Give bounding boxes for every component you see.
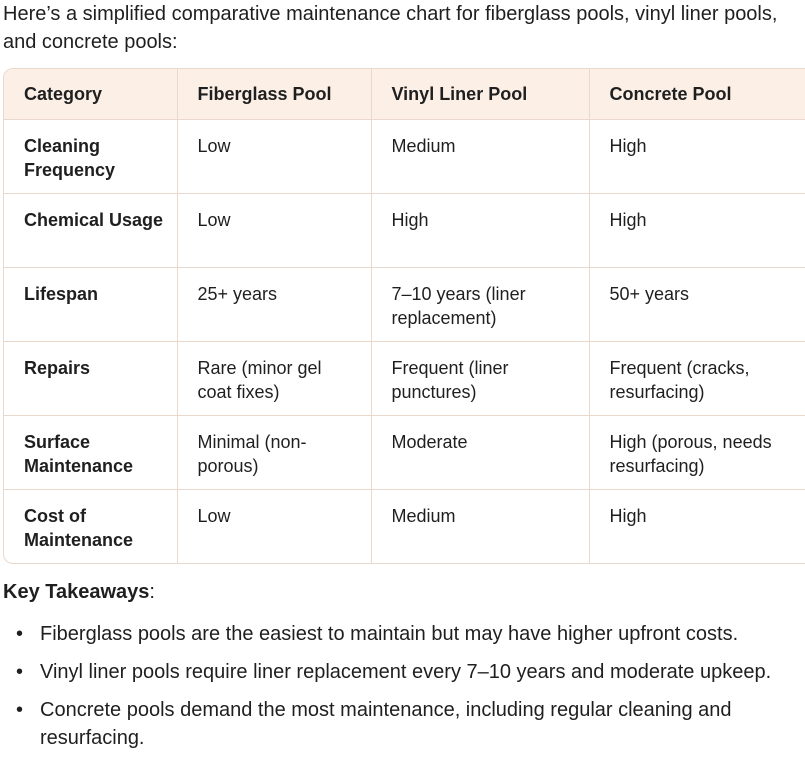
table-row xyxy=(4,119,805,193)
list-item-text: Fiberglass pools are the easiest to maintain but may have higher upfront costs. xyxy=(40,623,739,645)
list-item xyxy=(0,658,805,686)
concrete-cell: High xyxy=(589,193,805,267)
header-fiberglass: Fiberglass Pool xyxy=(177,69,371,119)
row-category-cell: Lifespan xyxy=(4,267,177,341)
table-row xyxy=(4,341,805,415)
table-header-row xyxy=(4,69,805,119)
table-row xyxy=(4,489,805,563)
fiberglass-cell: Rare (minor gel coat fixes) xyxy=(177,341,371,415)
row-category-cell: Repairs xyxy=(4,341,177,415)
row-category-cell: Surface Maintenance xyxy=(4,415,177,489)
header-concrete: Concrete Pool xyxy=(589,69,805,119)
table-row xyxy=(4,193,805,267)
fiberglass-cell: Minimal (non-porous) xyxy=(177,415,371,489)
fiberglass-cell: Low xyxy=(177,119,371,193)
list-item-text: Vinyl liner pools require liner replacement every 7–10 years and moderate upkeep. xyxy=(40,661,772,683)
bullet-icon: • xyxy=(16,699,24,721)
table-row xyxy=(4,415,805,489)
vinyl-liner-cell: High xyxy=(371,193,589,267)
vinyl-liner-cell: Frequent (liner punctures) xyxy=(371,341,589,415)
maintenance-comparison-table xyxy=(4,69,805,563)
concrete-cell: High xyxy=(589,489,805,563)
table-row xyxy=(4,267,805,341)
key-takeaways-label: Key Takeaways xyxy=(3,581,150,603)
fiberglass-cell: 25+ years xyxy=(177,267,371,341)
row-category-cell: Cleaning Frequency xyxy=(24,135,116,180)
intro-paragraph: Here’s a simplified comparative maintenance chart for fiberglass pools, vinyl liner pools, and concrete pools: xyxy=(3,3,778,53)
concrete-cell: High (porous, needs resurfacing) xyxy=(589,415,805,489)
key-takeaways-list xyxy=(0,620,805,762)
concrete-cell: High xyxy=(589,119,805,193)
fiberglass-cell: Low xyxy=(177,489,371,563)
concrete-cell: Frequent (cracks, resurfacing) xyxy=(589,341,805,415)
concrete-cell: 50+ years xyxy=(589,267,805,341)
bullet-icon: • xyxy=(16,661,24,683)
vinyl-liner-cell: Medium xyxy=(371,489,589,563)
key-takeaways-colon: : xyxy=(149,581,155,603)
list-item xyxy=(0,620,805,648)
vinyl-liner-cell: Medium xyxy=(371,119,589,193)
bullet-icon: • xyxy=(16,623,24,645)
vinyl-liner-cell: 7–10 years (liner replacement) xyxy=(371,267,589,341)
row-category-cell: Chemical Usage xyxy=(4,193,177,267)
list-item xyxy=(0,696,805,752)
header-vinyl-liner: Vinyl Liner Pool xyxy=(371,69,589,119)
fiberglass-cell: Low xyxy=(177,193,371,267)
header-category: Category xyxy=(4,69,177,119)
vinyl-liner-cell: Moderate xyxy=(371,415,589,489)
list-item-text: Concrete pools demand the most maintenance, including regular cleaning and resurfacing. xyxy=(40,699,732,749)
row-category-cell: Cost of Maintenance xyxy=(4,489,177,563)
key-takeaways-heading xyxy=(3,578,155,606)
comparison-table-container xyxy=(3,68,805,564)
